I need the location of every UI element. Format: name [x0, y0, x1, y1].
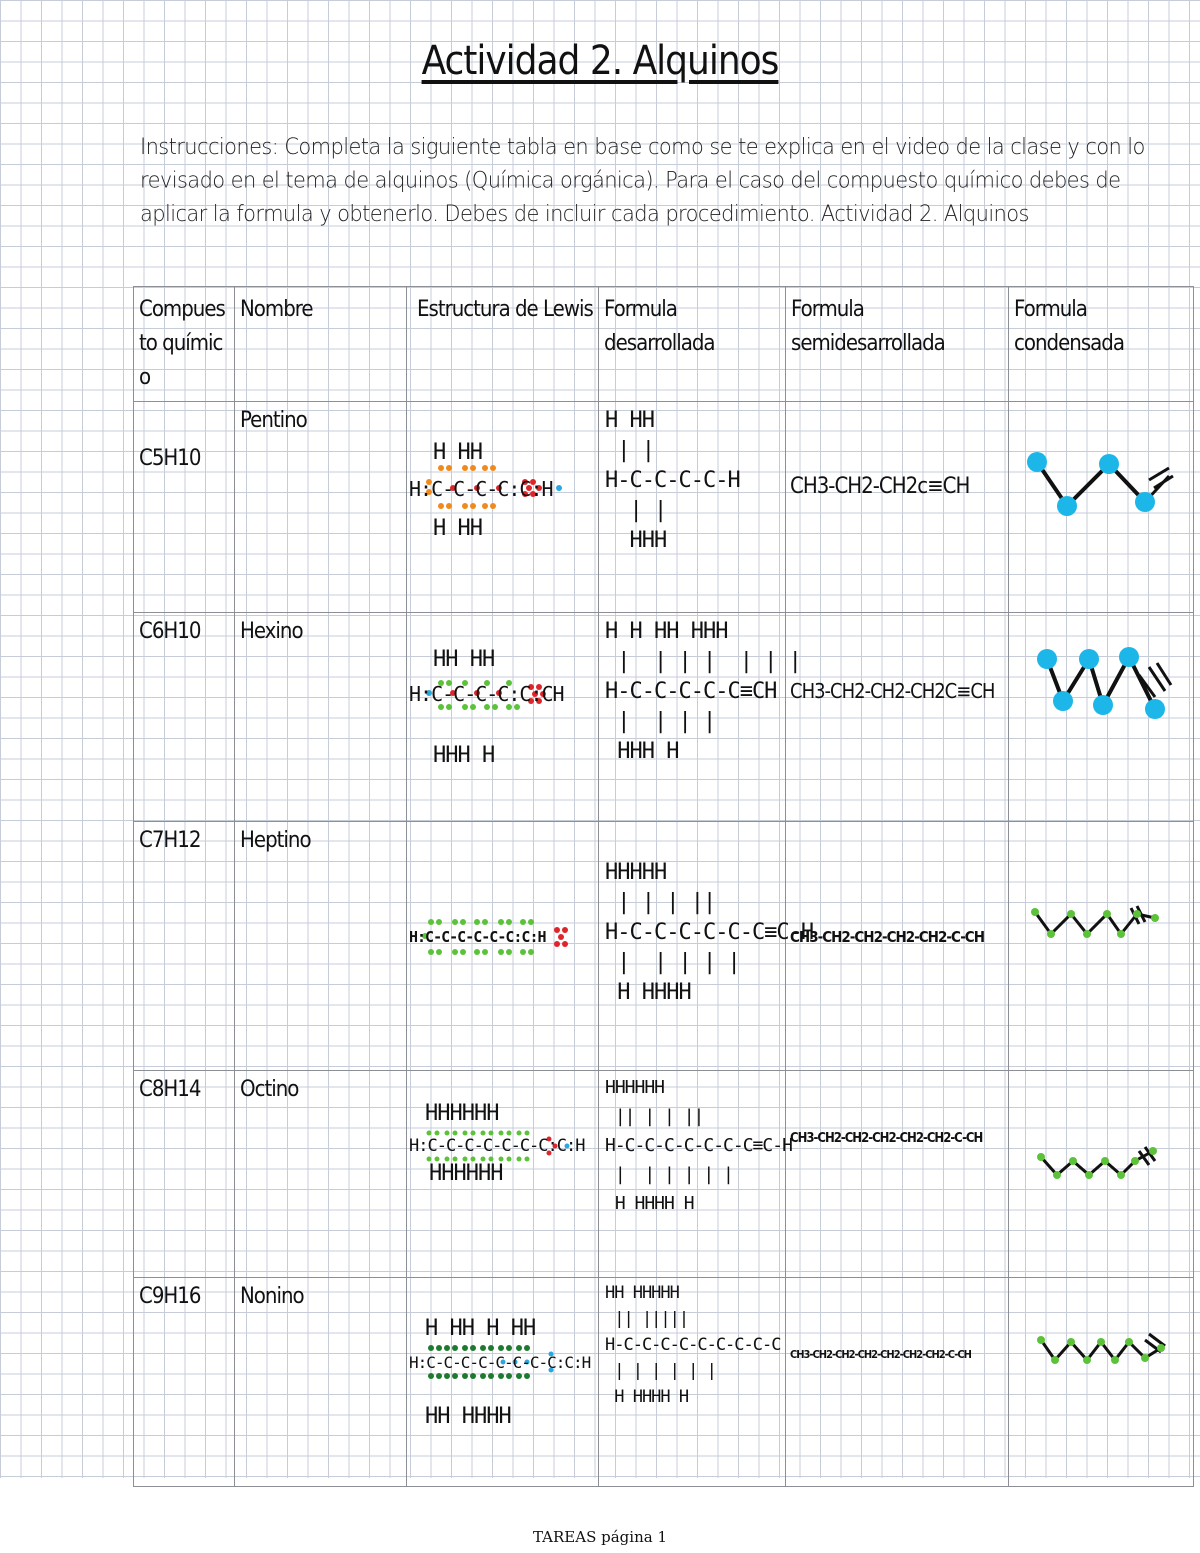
table-header-row — [134, 287, 1194, 402]
developed-cell — [599, 822, 814, 1071]
table-row — [134, 1071, 1194, 1278]
lewis-chain: H:C-C-C-C-C-C:C:H — [409, 928, 546, 946]
header-lewis: Estructura de Lewis — [407, 287, 599, 402]
lewis-cell — [407, 402, 599, 613]
name-cell — [235, 1278, 407, 1487]
compound-name: Nonino — [240, 1284, 304, 1309]
semi-formula: CH3-CH2-CH2c≡CH — [790, 474, 970, 499]
developed-cell — [599, 613, 801, 822]
condensed-cell — [1009, 1278, 1194, 1487]
lewis-cell — [407, 1071, 599, 1278]
skeletal-formula — [1009, 613, 1194, 809]
developed-cell — [599, 1071, 792, 1278]
compound-name: Heptino — [240, 828, 311, 853]
compound-name: Octino — [240, 1077, 299, 1102]
compound-cell — [134, 1071, 235, 1278]
compound-formula: C8H14 — [139, 1077, 201, 1102]
header-compound: Compues to químico — [134, 287, 235, 402]
lewis-cell — [407, 613, 599, 822]
lewis-bottom-hydrogens: HHHHHH — [429, 1161, 503, 1186]
semi-formula: CH3-CH2-CH2-CH2-CH2-C-CH — [790, 928, 984, 946]
skeletal-formula — [1009, 1278, 1194, 1474]
lewis-top-hydrogens: H HH H HH — [425, 1316, 536, 1341]
compound-name: Pentino — [240, 408, 307, 433]
lewis-cell — [407, 822, 599, 1071]
name-cell — [235, 402, 407, 613]
lewis-bottom-hydrogens: HH HHHH — [425, 1404, 511, 1429]
alkynes-table — [133, 286, 1194, 1487]
skeletal-formula — [1009, 402, 1194, 600]
semi-formula: CH3-CH2-CH2-CH2-CH2-CH2-CH2-C-CH — [790, 1348, 971, 1361]
semi-cell — [786, 822, 1009, 1071]
lewis-chain: H:C-C-C-C-C-C-C-C:C:H — [409, 1353, 591, 1372]
lewis-structure-drawing — [407, 613, 597, 809]
compound-formula: C5H10 — [139, 446, 201, 471]
header-condensed: Formula condensada — [1009, 287, 1194, 402]
developed-formula: HHHHHH || | | || H-C-C-C-C-C-C-C≡C-H | | | | | | H HHHH H — [605, 1077, 792, 1214]
semi-cell — [786, 613, 1009, 822]
lewis-bottom-hydrogens: HHH H — [433, 743, 495, 768]
lewis-bottom-hydrogens: H HH — [433, 516, 482, 541]
lewis-top-hydrogens: HHHHHH — [425, 1101, 499, 1126]
compound-formula: C9H16 — [139, 1284, 201, 1309]
developed-cell — [599, 402, 786, 613]
lewis-cell — [407, 1278, 599, 1487]
developed-formula: H HH | | H-C-C-C-C-H | | HHH — [605, 408, 740, 553]
header-developed: Formula desarrollada — [599, 287, 786, 402]
semi-formula: CH3-CH2-CH2-CH2C≡CH — [790, 679, 995, 703]
compound-formula: C6H10 — [139, 619, 201, 644]
instructions-text: Instrucciones: Completa la siguiente tabla en base como se te explica en el video de la clase y con lo revisado en el tema de alquinos (Química orgánica). Para el caso del compuesto químico debes de aplicar la formula y obtenerlo. Debes de incluir cada procedimiento. Actividad 2. Alquinos — [140, 133, 1145, 227]
condensed-cell — [1009, 402, 1194, 613]
table-row — [134, 822, 1194, 1071]
compound-cell — [134, 1278, 235, 1487]
developed-formula: H H HH HHH | | | | | | | H-C-C-C-C-C≡CH | | | | HHH H — [605, 619, 801, 764]
condensed-cell — [1009, 822, 1194, 1071]
condensed-cell — [1009, 1071, 1194, 1278]
compound-cell — [134, 613, 235, 822]
lewis-top-hydrogens: H HH — [433, 440, 482, 465]
semi-cell — [786, 402, 1009, 613]
name-cell — [235, 1071, 407, 1278]
developed-formula: HHHHH | | | || H-C-C-C-C-C-C≡C-H | | | | | H HHHH — [605, 860, 814, 1005]
lewis-top-hydrogens: HH HH — [433, 647, 495, 672]
compound-cell — [134, 402, 235, 613]
semi-cell — [786, 1071, 1009, 1278]
compound-name: Hexino — [240, 619, 303, 644]
page-footer: TAREAS página 1 — [533, 1528, 667, 1546]
table-row — [134, 613, 1194, 822]
header-semi: Formula semidesarrollada — [786, 287, 1009, 402]
header-name: Nombre — [235, 287, 407, 402]
compound-cell — [134, 822, 235, 1071]
lewis-chain: H:C-C-C-C:C:CH — [409, 682, 564, 706]
lewis-chain: H:C-C-C-C-C-C-C:C:H — [409, 1136, 585, 1156]
developed-cell — [599, 1278, 786, 1487]
name-cell — [235, 822, 407, 1071]
lewis-chain: H:C-C-C-C:C:H — [409, 477, 553, 501]
skeletal-formula — [1009, 1071, 1194, 1265]
condensed-cell — [1009, 613, 1194, 822]
semi-formula: CH3-CH2-CH2-CH2-CH2-CH2-C-CH — [790, 1131, 983, 1146]
table-row — [134, 1278, 1194, 1487]
developed-formula: HH HHHHH || ||||| H-C-C-C-C-C-C-C-C-C | | | | | | H HHHH H — [605, 1283, 781, 1407]
name-cell — [235, 613, 407, 822]
skeletal-formula — [1009, 822, 1194, 1058]
semi-cell — [786, 1278, 1009, 1487]
table-row — [134, 402, 1194, 613]
page-title: Actividad 2. Alquinos — [421, 38, 779, 84]
compound-formula: C7H12 — [139, 828, 201, 853]
